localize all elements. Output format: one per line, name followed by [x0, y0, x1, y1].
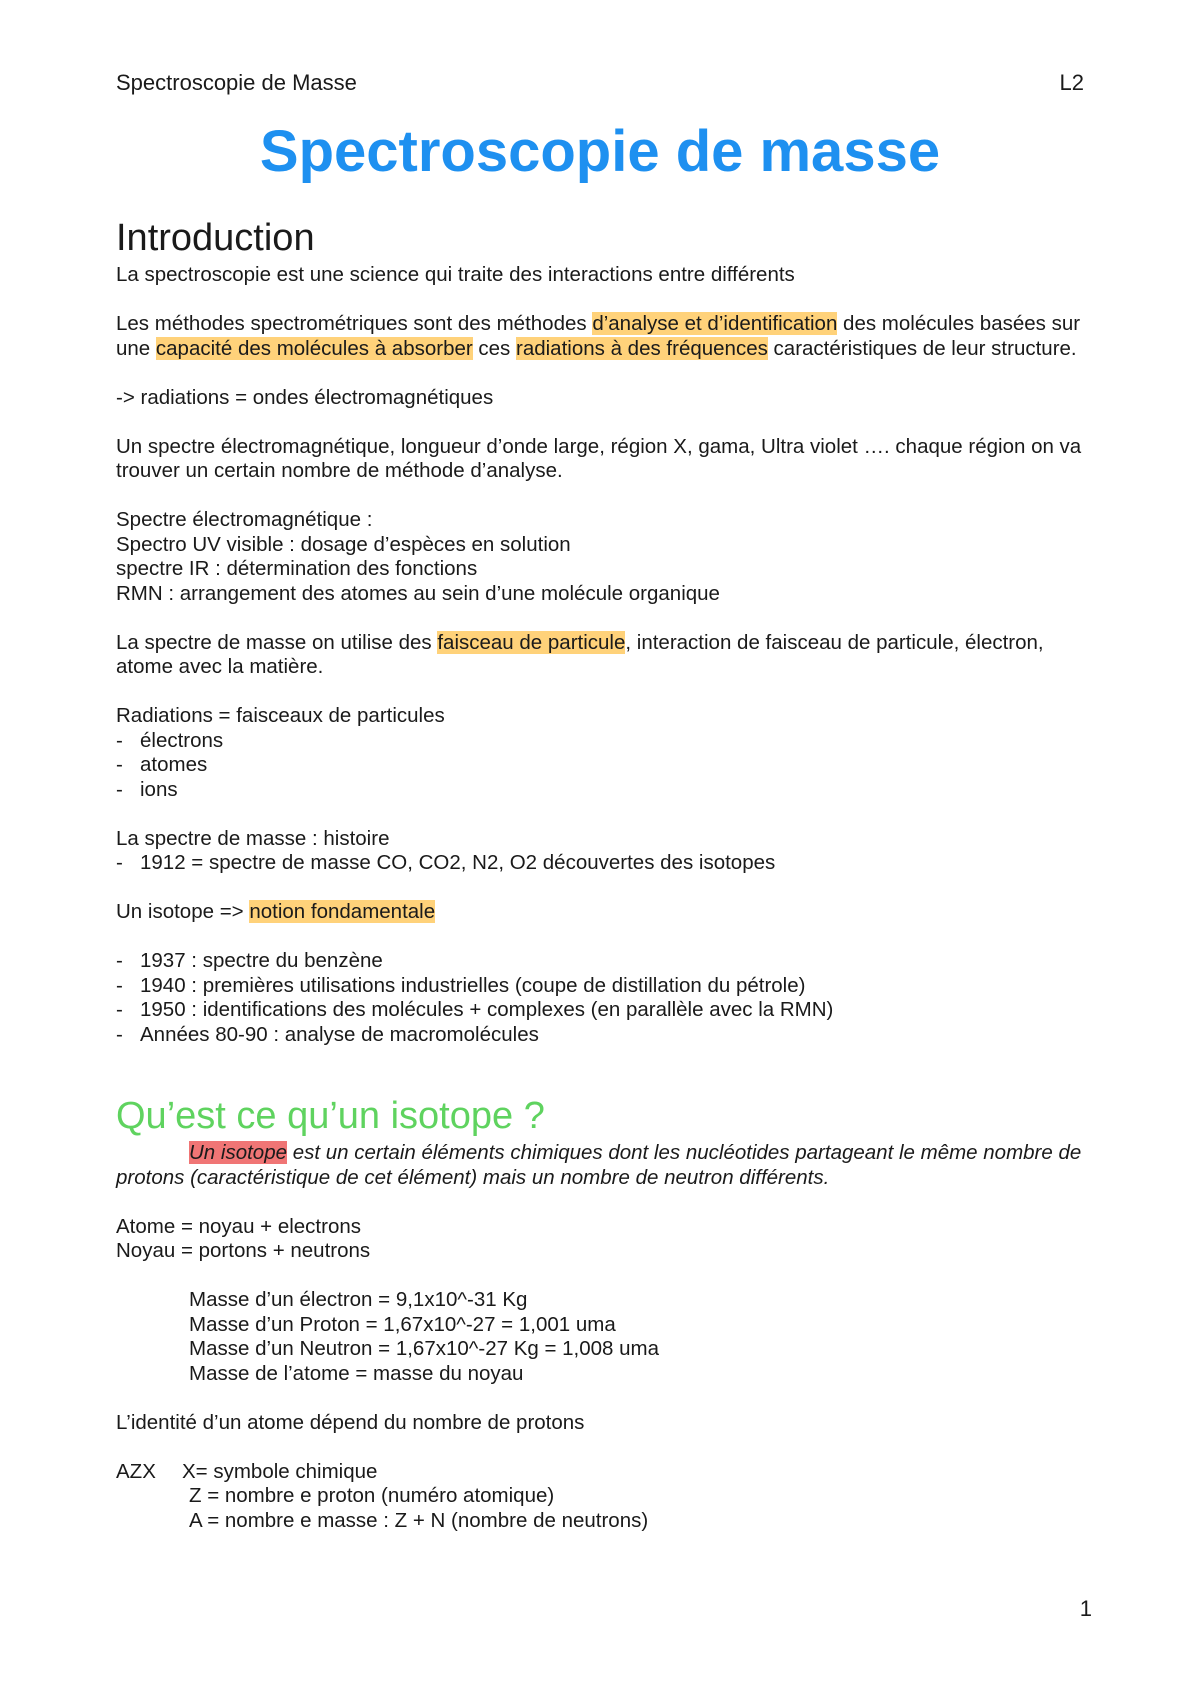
- list-item: - Années 80-90 : analyse de macromolécules: [116, 1023, 1096, 1048]
- section-heading-isotope: Qu’est ce qu’un isotope ?: [116, 1095, 545, 1137]
- intro-paragraph-3: -> radiations = ondes électromagnétiques: [116, 385, 494, 409]
- highlight-analyse: d’analyse et d’identification: [592, 312, 838, 335]
- histoire-list-2: [116, 949, 1096, 1047]
- identite-line: L’identité d’un atome dépend du nombre de protons: [116, 1410, 585, 1434]
- azx-line: X= symbole chimique: [182, 1459, 378, 1483]
- azx-line: Z = nombre e proton (numéro atomique): [189, 1484, 555, 1507]
- section-heading-introduction: Introduction: [116, 217, 315, 259]
- radiations-title: Radiations = faisceaux de particules: [116, 704, 445, 727]
- text-run: est un certain éléments chimiques dont les nucléotides partageant le même nombre de protons (caractéristique de cet élément) mais un nombre de neutron différents.: [116, 1141, 1082, 1189]
- text-run: ces: [472, 336, 516, 360]
- masse-line: Masse d’un Neutron = 1,67x10^-27 Kg = 1,008 uma: [189, 1337, 660, 1360]
- atome-line: Noyau = portons + neutrons: [116, 1239, 371, 1262]
- masses-block: [116, 1288, 1096, 1386]
- text-run: Un isotope =>: [116, 900, 250, 923]
- list-item: - ions: [116, 778, 1096, 803]
- list-item: - 1912 = spectre de masse CO, CO2, N2, O2 découvertes des isotopes: [116, 851, 1096, 876]
- spectre-line: RMN : arrangement des atomes au sein d’une molécule organique: [116, 581, 720, 605]
- document-body: [116, 215, 1096, 1533]
- masse-line: Masse d’un électron = 9,1x10^-31 Kg: [189, 1288, 528, 1311]
- histoire-title: La spectre de masse : histoire: [116, 826, 390, 850]
- text-run: Les méthodes spectrométriques sont des méthodes: [116, 312, 593, 335]
- header-right: L2: [1059, 70, 1084, 95]
- list-item: - 1937 : spectre du benzène: [116, 949, 1096, 974]
- highlight-capacite: capacité des molécules à absorber: [155, 336, 473, 360]
- page-header: [116, 70, 1084, 100]
- highlight-radiations: radiations à des fréquences: [516, 336, 768, 360]
- histoire-list-1: [116, 851, 1096, 876]
- list-item: - électrons: [116, 729, 1096, 754]
- text-run: caractéristiques de leur structure.: [767, 336, 1077, 360]
- masse-line: Masse de l’atome = masse du noyau: [189, 1361, 524, 1385]
- spectre-line: Spectre électromagnétique :: [116, 508, 373, 531]
- highlight-faisceau: faisceau de particule: [437, 630, 626, 654]
- spectre-line: Spectro UV visible : dosage d’espèces en solution: [116, 532, 571, 556]
- highlight-un-isotope: Un isotope: [189, 1141, 288, 1164]
- list-item: - atomes: [116, 753, 1096, 778]
- azx-label: AZX: [116, 1459, 156, 1483]
- text-run: , interaction de faisceau de particule, électron, atome avec la matière.: [116, 630, 1044, 678]
- intro-paragraph-4: Un spectre électromagnétique, longueur d’onde large, région X, gama, Ultra violet …. chaque région on va trouver un certain nombre de méthode d’analyse.: [116, 434, 1082, 482]
- atome-line: Atome = noyau + electrons: [116, 1214, 362, 1238]
- list-item: - 1940 : premières utilisations industrielles (coupe de distillation du pétrole): [116, 974, 1096, 999]
- masse-line: Masse d’un Proton = 1,67x10^-27 = 1,001 uma: [189, 1312, 616, 1336]
- document-title: Spectroscopie de masse: [259, 119, 941, 184]
- intro-paragraph-1: La spectroscopie est une science qui traite des interactions entre différents: [116, 263, 795, 286]
- page-number: 1: [1079, 1596, 1092, 1621]
- intro-paragraph-5: [116, 631, 1096, 680]
- azx-line: A = nombre e masse : Z + N (nombre de neutrons): [189, 1508, 649, 1532]
- text-run: des molécules basées sur une: [116, 312, 1081, 360]
- radiations-list: [116, 729, 1096, 803]
- isotope-definition: [116, 1141, 1096, 1190]
- intro-paragraph-2: [116, 312, 1096, 361]
- azx-block: [116, 1460, 1096, 1485]
- highlight-notion: notion fondamentale: [249, 900, 436, 923]
- spectre-line: spectre IR : détermination des fonctions: [116, 557, 478, 580]
- text-run: La spectre de masse on utilise des: [116, 630, 438, 654]
- header-left: Spectroscopie de Masse: [116, 70, 357, 95]
- list-item: - 1950 : identifications des molécules + complexes (en parallèle avec la RMN): [116, 998, 1096, 1023]
- isotope-line: [116, 900, 1096, 925]
